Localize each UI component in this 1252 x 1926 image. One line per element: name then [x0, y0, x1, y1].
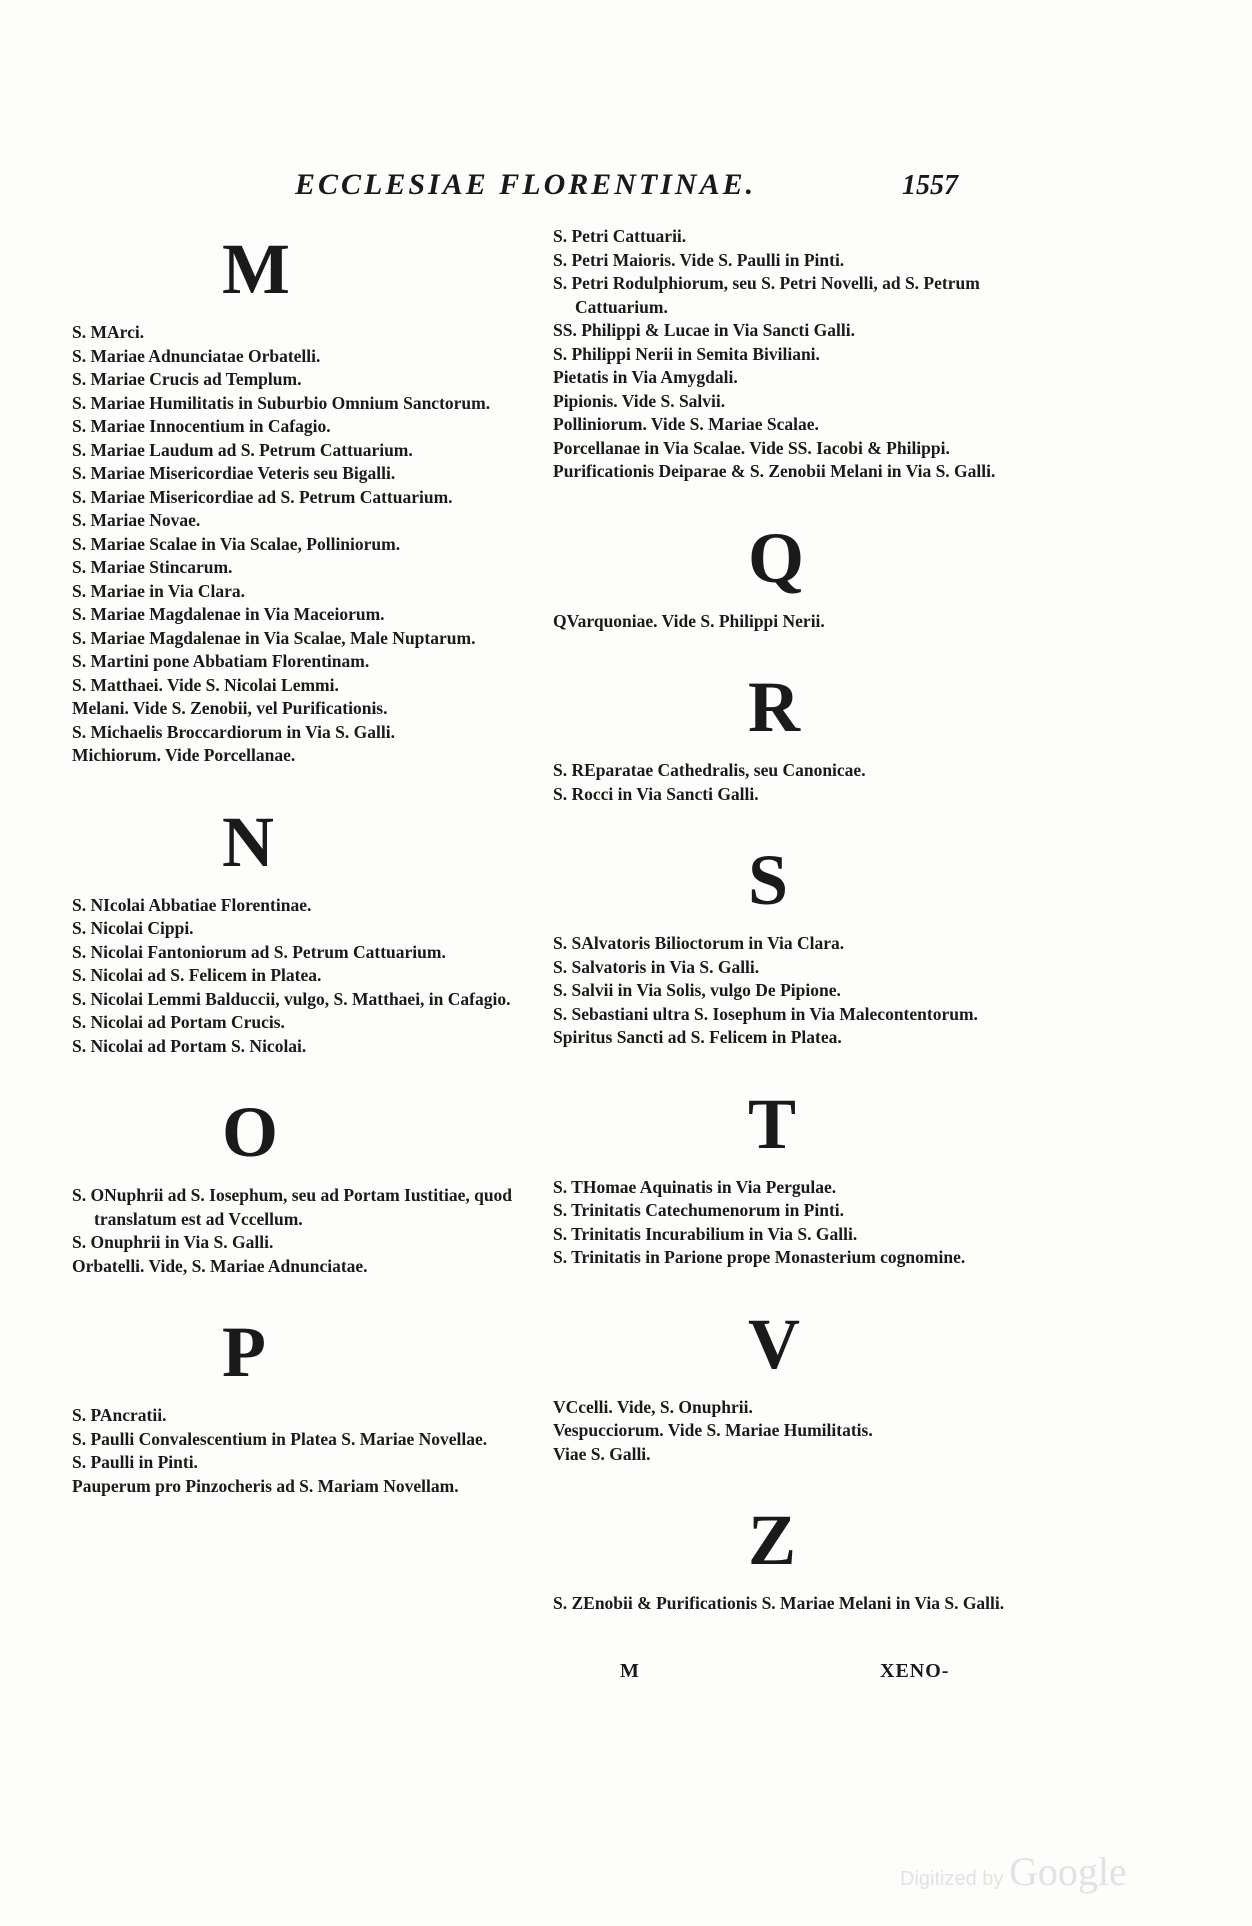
index-entry: Porcellanae in Via Scalae. Vide SS. Iacobi & Philippi. — [553, 437, 950, 458]
index-entry: Pipionis. Vide S. Salvii. — [553, 390, 726, 411]
index-entry: S. PAncratii. — [72, 1405, 167, 1425]
section-gap — [72, 1058, 522, 1088]
index-entry: S. Philippi Nerii in Semita Biviliani. — [553, 343, 820, 364]
index-entry: S. Mariae Magdalenae in Via Maceiorum. — [72, 604, 385, 624]
index-entry: S. Mariae Humilitatis in Suburbio Omnium Sanctorum. — [72, 392, 491, 413]
index-entry: S. Paulli Convalescentium in Platea S. Mariae Novellae. — [72, 1428, 488, 1449]
entry-list — [553, 610, 1008, 634]
section-gap — [553, 1270, 1008, 1300]
index-entry: S. Sebastiani ultra S. Iosephum in Via Malecontentorum. — [553, 1003, 978, 1024]
index-entry: S. Mariae Scalae in Via Scalae, Polliniorum. — [72, 533, 401, 554]
index-entry: S. Nicolai ad S. Felicem in Platea. — [72, 965, 322, 985]
index-entry: Viae S. Galli. — [553, 1443, 651, 1464]
index-entry: S. ONuphrii ad S. Iosephum, seu ad Portam Iustitiae, quod translatum est ad Vccellum. — [72, 1185, 513, 1229]
entry-list — [553, 759, 1008, 806]
section-letter: Z — [748, 1500, 797, 1580]
index-entry: S. Mariae in Via Clara. — [72, 580, 246, 601]
index-entry: S. Trinitatis Incurabilium in Via S. Galli. — [553, 1223, 858, 1244]
index-entry: S. Mariae Innocentium in Cafagio. — [72, 416, 331, 436]
right-column — [553, 225, 1008, 1616]
index-entry: Pauperum pro Pinzocheris ad S. Mariam Novellam. — [72, 1475, 459, 1496]
signature-mark: M — [620, 1660, 639, 1682]
entry-list — [553, 1396, 1008, 1467]
section-letter: Q — [748, 517, 805, 598]
index-entry: S. Petri Maioris. Vide S. Paulli in Pinti. — [553, 249, 845, 270]
index-entry: S. THomae Aquinatis in Via Pergulae. — [553, 1176, 837, 1197]
index-entry: S. Petri Cattuarii. — [553, 226, 687, 246]
entry-list — [553, 932, 1008, 1050]
entry-list — [553, 225, 1008, 484]
index-entry: S. Nicolai Cippi. — [72, 918, 194, 938]
index-entry: S. Trinitatis in Parione prope Monasterium cognomine. — [553, 1247, 966, 1267]
catchword: XENO- — [880, 1660, 950, 1682]
section-letter: V — [748, 1303, 800, 1384]
index-entry: S. Mariae Adnunciatae Orbatelli. — [72, 345, 321, 366]
section-letter: O — [222, 1092, 279, 1172]
index-entry: VCcelli. Vide, S. Onuphrii. — [553, 1396, 753, 1417]
index-entry: S. Onuphrii in Via S. Galli. — [72, 1232, 274, 1252]
index-entry: S. Mariae Magdalenae in Via Scalae, Male Nuptarum. — [72, 627, 476, 648]
section-letter: M — [222, 229, 290, 309]
index-entry: S. MArci. — [72, 322, 145, 342]
index-entry: S. SAlvatoris Bilioctorum in Via Clara. — [553, 933, 845, 953]
index-entry: S. Nicolai Lemmi Balduccii, vulgo, S. Matthaei, in Cafagio. — [72, 988, 511, 1009]
entry-list — [72, 1184, 522, 1278]
running-head: ECCLESIAE FLORENTINAE. — [295, 168, 757, 201]
section-gap — [553, 484, 1008, 514]
index-entry: S. Michaelis Broccardiorum in Via S. Galli. — [72, 721, 395, 742]
section-letter: N — [222, 801, 274, 882]
left-column — [72, 225, 522, 1498]
index-entry: Spiritus Sancti ad S. Felicem in Platea. — [553, 1027, 842, 1047]
index-entry: S. NIcolai Abbatiae Florentinae. — [72, 894, 312, 915]
index-entry: S. Trinitatis Catechumenorum in Pinti. — [553, 1200, 845, 1220]
index-entry: S. REparatae Cathedralis, seu Canonicae. — [553, 760, 866, 780]
section-letter: R — [748, 667, 800, 747]
index-entry: Pietatis in Via Amygdali. — [553, 367, 738, 387]
section-gap — [553, 1466, 1008, 1496]
index-entry: S. Nicolai ad Portam S. Nicolai. — [72, 1035, 307, 1056]
index-entry: Melani. Vide S. Zenobii, vel Purificationis. — [72, 698, 388, 718]
index-entry: S. Mariae Novae. — [72, 510, 201, 530]
index-entry: S. Nicolai ad Portam Crucis. — [72, 1012, 285, 1032]
index-entry: S. Paulli in Pinti. — [72, 1452, 198, 1472]
watermark-brand: Google — [1008, 1849, 1127, 1894]
watermark-prefix: Digitized by — [900, 1868, 1004, 1890]
section-letter: S — [748, 840, 789, 920]
index-entry: S. Salvatoris in Via S. Galli. — [553, 956, 760, 977]
index-entry: S. Petri Rodulphiorum, seu S. Petri Novelli, ad S. Petrum Cattuarium. — [553, 273, 980, 317]
index-entry: S. Salvii in Via Solis, vulgo De Pipione. — [553, 980, 841, 1000]
index-entry: S. Mariae Misericordiae Veteris seu Bigalli. — [72, 463, 396, 483]
index-entry: S. ZEnobii & Purificationis S. Mariae Melani in Via S. Galli. — [553, 1593, 1005, 1613]
section-gap — [72, 1278, 522, 1308]
section-letter: T — [748, 1083, 797, 1164]
section-gap — [553, 806, 1008, 836]
index-entry: S. Mariae Misericordiae ad S. Petrum Cattuarium. — [72, 486, 453, 507]
index-entry: S. Nicolai Fantoniorum ad S. Petrum Cattuarium. — [72, 941, 446, 962]
digitization-watermark — [900, 1848, 1127, 1895]
index-entry: S. Martini pone Abbatiam Florentinam. — [72, 651, 370, 671]
index-entry: Polliniorum. Vide S. Mariae Scalae. — [553, 414, 819, 434]
index-entry: S. Mariae Stincarum. — [72, 557, 233, 577]
index-entry: SS. Philippi & Lucae in Via Sancti Galli. — [553, 320, 855, 340]
entry-list — [72, 894, 522, 1059]
index-entry: Orbatelli. Vide, S. Mariae Adnunciatae. — [72, 1255, 368, 1276]
section-gap — [553, 633, 1008, 663]
index-entry: Michiorum. Vide Porcellanae. — [72, 745, 296, 765]
index-entry: Purificationis Deiparae & S. Zenobii Melani in Via S. Galli. — [553, 461, 996, 481]
section-gap — [553, 1050, 1008, 1080]
index-entry: Vespucciorum. Vide S. Mariae Humilitatis. — [553, 1420, 873, 1440]
page-number: 1557 — [902, 170, 958, 201]
index-entry: S. Mariae Laudum ad S. Petrum Cattuarium. — [72, 439, 413, 460]
section-gap — [72, 768, 522, 798]
entry-list — [553, 1176, 1008, 1270]
index-entry: S. Rocci in Via Sancti Galli. — [553, 783, 759, 804]
index-entry: S. Mariae Crucis ad Templum. — [72, 369, 302, 389]
entry-list — [72, 321, 522, 768]
index-entry: QVarquoniae. Vide S. Philippi Nerii. — [553, 610, 825, 631]
index-entry: S. Matthaei. Vide S. Nicolai Lemmi. — [72, 674, 339, 695]
entry-list — [553, 1592, 1008, 1616]
entry-list — [72, 1404, 522, 1498]
section-letter: P — [222, 1312, 266, 1392]
